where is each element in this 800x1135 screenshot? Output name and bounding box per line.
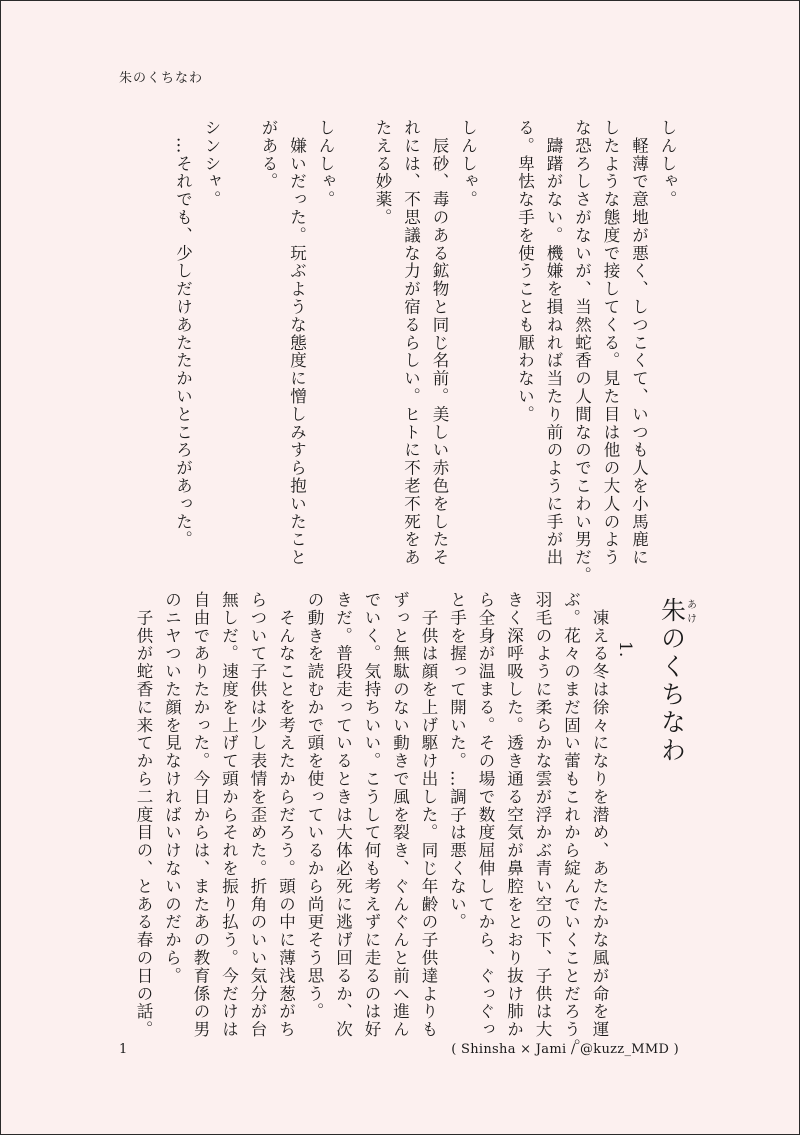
prologue-text: しんしゃ。 軽薄で意地が悪く、しつこくて、いつも人を小馬鹿に したような態度で接してくる。見た目は他の大人のよう な恐ろしさがないが、当然蛇香の人間なのでこわい男だ。 躊躇がない。機嫌を損ねれば当たり前のように手が出 る。卑怯な手を使うことも厭わない。 しんしゃ。 辰砂、毒のある鉱物と同じ名前。美しい赤色をしたそ れには、不思議な力が宿るらしい。ヒトに不老不死をあ たえる妙薬。 しんしゃ。 嫌いだった。玩ぶような態度に憎しみすら抱いたこと がある。 シンシャ。 …それでも、少しだけあたたかいところがあった。 [173, 119, 677, 585]
title-ruby [657, 597, 696, 625]
title-ruby-text: あけ [684, 597, 696, 625]
title-ruby-base: 朱 [657, 597, 687, 625]
credit-line: ( Shinsha × Jami / @kuzz_MMD ) [451, 1042, 679, 1057]
chapter-body-text: 凍える冬は徐々になりを潜め、あたたかな風が命を運 ぶ。花々のまだ固い蕾もこれから綻んでいくことだろう。 羽毛のように柔らかな雲が浮かぶ青い空の下、子供は大 きく深呼吸した。透き通る空気が鼻腔をとおり抜け肺か ら全身が温まる。その場で数度屈伸してから、ぐっぐっ と手を握って開いた。…調子は悪くない。 子供は顔を上げ駆け出した。同じ年齢の子供達よりも ずっと無駄のない動きで風を裂き、ぐんぐんと前へ進ん でいく。気持ちいい。こうして何も考えずに走るのは好 きだ。普段走っているときは大体必死に逃げ回るか、次 の動きを読むかで頭を使っているから尚更そう思う。 そんなことを考えたからだろう。頭の中に薄浅葱がち らついて子供は少し表情を歪めた。折角のいい気分が台 無しだ。速度を上げて頭からそれを振り払う。今だけは 自由でありたかった。今日からは、またあの教育係の男 のニヤついた顔を見なければいけないのだから。 子供が蛇香に来てから二度目の、とある春の日の話。 [134, 591, 609, 1057]
section-number: 1. [615, 641, 635, 658]
chapter-title [654, 597, 696, 765]
title-rest: のくちなわ [657, 625, 687, 765]
page-number: 1 [119, 1042, 128, 1057]
running-header: 朱のくちなわ [119, 71, 204, 86]
